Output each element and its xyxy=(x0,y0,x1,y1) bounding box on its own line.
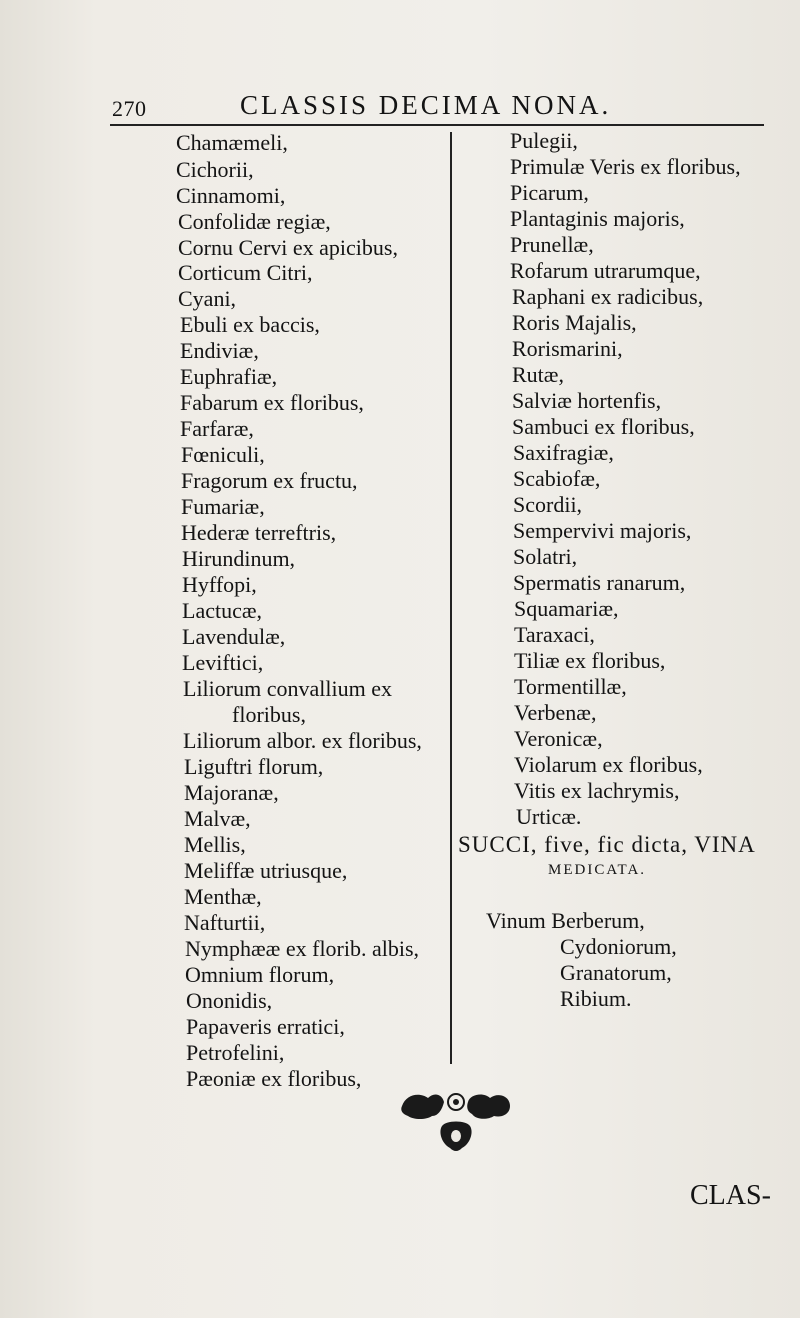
list-item: Cinnamomi, xyxy=(176,183,286,208)
list-item: Spermatis ranarum, xyxy=(513,570,686,595)
list-item: Liliorum convallium ex xyxy=(183,676,392,701)
section-heading: SUCCI, five, fic dicta, VINA xyxy=(458,832,756,857)
list-item: Ononidis, xyxy=(186,988,273,1013)
list-item: Salviæ hortenfis, xyxy=(512,388,662,413)
list-item: Picarum, xyxy=(510,180,589,205)
list-item: Hederæ terreftris, xyxy=(181,520,337,545)
page-number: 270 xyxy=(112,96,147,121)
list-item: Euphrafiæ, xyxy=(180,364,278,389)
list-item: Granatorum, xyxy=(560,960,672,985)
list-item: Urticæ. xyxy=(516,804,582,829)
list-item: Petrofelini, xyxy=(186,1040,285,1065)
list-item: Leviftici, xyxy=(182,650,264,675)
list-item: Nymphææ ex florib. albis, xyxy=(185,936,420,961)
list-item: Hyffopi, xyxy=(182,572,257,597)
running-head: CLASSIS DECIMA NONA. xyxy=(240,90,612,120)
list-item: Liliorum albor. ex floribus, xyxy=(183,728,422,753)
list-item: Taraxaci, xyxy=(514,622,595,647)
list-item: Liguftri florum, xyxy=(184,754,324,779)
list-item: Papaveris erratici, xyxy=(186,1014,345,1039)
list-item: Primulæ Veris ex floribus, xyxy=(510,154,741,179)
list-item: Plantaginis majoris, xyxy=(510,206,685,231)
list-item: Vinum Berberum, xyxy=(486,908,645,933)
list-item: Scordii, xyxy=(513,492,583,517)
list-item: Roris Majalis, xyxy=(512,310,637,335)
list-item: Ebuli ex baccis, xyxy=(180,312,320,337)
list-item: Farfaræ, xyxy=(180,416,254,441)
list-item: Fabarum ex floribus, xyxy=(180,390,364,415)
list-item: Fragorum ex fructu, xyxy=(181,468,358,493)
list-item: Violarum ex floribus, xyxy=(514,752,703,777)
list-item: Malvæ, xyxy=(184,806,251,831)
list-item: Rorismarini, xyxy=(512,336,623,361)
list-item: Squamariæ, xyxy=(514,596,619,621)
list-item: Scabiofæ, xyxy=(513,466,601,491)
list-item: Endiviæ, xyxy=(180,338,259,363)
list-item: Nafturtii, xyxy=(184,910,266,935)
list-item: Sambuci ex floribus, xyxy=(512,414,695,439)
list-item: Cydoniorum, xyxy=(560,934,677,959)
list-item: Pulegii, xyxy=(510,128,578,153)
list-item: Chamæmeli, xyxy=(176,130,288,155)
list-item: Cyani, xyxy=(178,286,237,311)
list-item: Tormentillæ, xyxy=(514,674,627,699)
list-item: Tiliæ ex floribus, xyxy=(514,648,666,673)
list-item: Confolidæ regiæ, xyxy=(178,209,331,234)
list-item: Vitis ex lachrymis, xyxy=(514,778,680,803)
section-subheading: MEDICATA. xyxy=(548,862,647,878)
list-item: Pæoniæ ex floribus, xyxy=(186,1066,362,1091)
list-item: Lavendulæ, xyxy=(182,624,286,649)
page-header xyxy=(112,86,762,126)
list-item: Meliffæ utriusque, xyxy=(184,858,348,883)
list-item: Sempervivi majoris, xyxy=(513,518,692,543)
column-divider xyxy=(450,132,452,1064)
list-item: Fumariæ, xyxy=(181,494,265,519)
list-item: Corticum Citri, xyxy=(178,260,313,285)
list-item: Cornu Cervi ex apicibus, xyxy=(178,235,398,260)
catchword: CLAS- xyxy=(690,1180,771,1211)
list-item: Solatri, xyxy=(513,544,578,569)
printer-ornament-icon xyxy=(398,1086,514,1154)
list-item: Veronicæ, xyxy=(514,726,603,751)
list-item: Lactucæ, xyxy=(182,598,263,623)
list-item: Cichorii, xyxy=(176,157,254,182)
list-item: Raphani ex radicibus, xyxy=(512,284,704,309)
list-item: Verbenæ, xyxy=(514,700,597,725)
list-item: Majoranæ, xyxy=(184,780,279,805)
list-item: Mellis, xyxy=(184,832,246,857)
list-item: Menthæ, xyxy=(184,884,262,909)
list-item: Rofarum utrarumque, xyxy=(510,258,701,283)
list-item: Ribium. xyxy=(560,986,632,1011)
list-item: floribus, xyxy=(232,702,306,727)
list-item: Omnium florum, xyxy=(185,962,335,987)
list-item: Rutæ, xyxy=(512,362,564,387)
header-rule xyxy=(110,124,764,126)
list-item: Fœniculi, xyxy=(181,442,265,467)
list-item: Saxifragiæ, xyxy=(513,440,614,465)
list-item: Prunellæ, xyxy=(510,232,594,257)
list-item: Hirundinum, xyxy=(182,546,296,571)
